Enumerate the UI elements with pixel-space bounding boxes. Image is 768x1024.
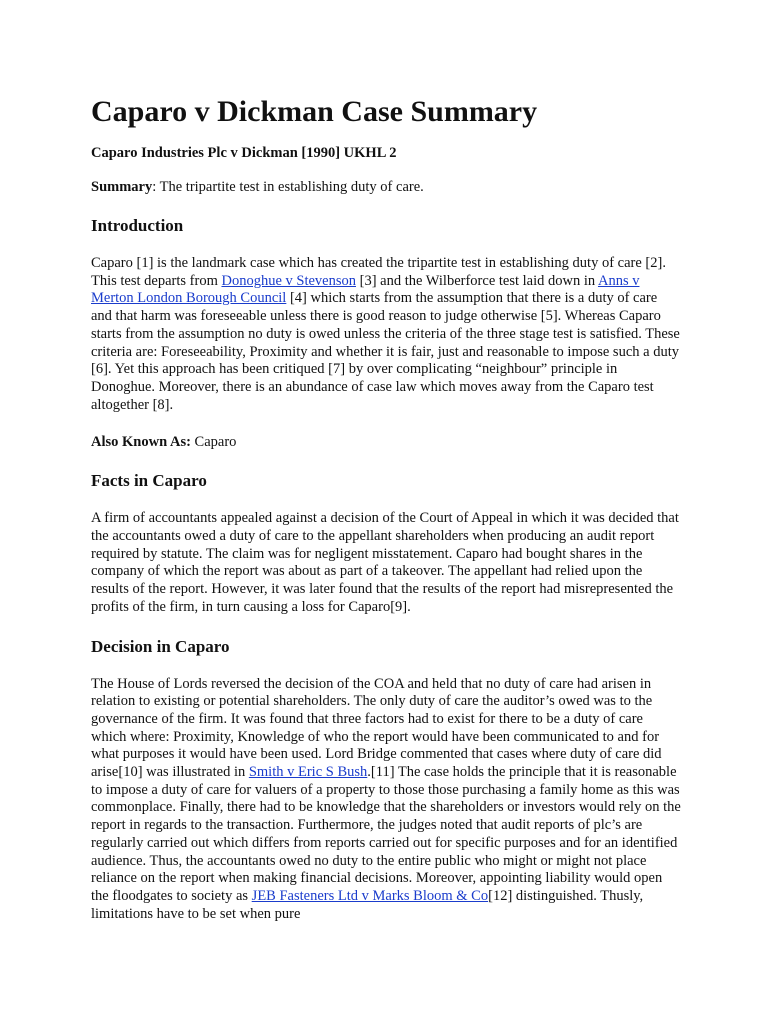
summary-label: Summary (91, 179, 153, 195)
introduction-heading: Introduction (91, 216, 184, 235)
summary-line (91, 178, 681, 196)
also-known-as-line (91, 433, 681, 451)
decision-text-2: .[11] The case holds the principle that it is reasonable to impose a duty of care for valuers of a property to those those purchasing a family home as this was commonplace. Finally, there had to be knowledge that the shareholders or investors would rely on the report in regards to the transaction. Furthermore, the judges noted that audit reports of plc’s are regularly carried out which differs from reports carried out for specific purposes and for an identified audience. Thus, the accountants owed no duty to the entire public who might or might not place reliance on the report when making financial decisions. Moreover, appointing liability would open the floodgates to society as (91, 764, 681, 904)
also-known-as-label: Also Known As: (91, 434, 191, 451)
page-title: Caparo v Dickman Case Summary (91, 95, 538, 128)
jeb-fasteners-link[interactable]: JEB Fasteners Ltd v Marks Bloom & Co (251, 887, 489, 904)
anns-v-merton-link[interactable]: Anns v Merton London Borough Council (91, 272, 640, 307)
facts-paragraph: A firm of accountants appealed against a decision of the Court of Appeal in which it was decided that the accountants owed a duty of care to the appellant shareholders when producing an audit report required by statute. The claim was for negligent misstatement. Caparo had bought shares in the company of which the report was about as part of a takeover. The appellant had relied upon the results of the report. However, it was later found that the results of the report had misrepresented the profits of the firm, in turn causing a loss for Caparo[9]. (91, 510, 679, 615)
facts-heading: Facts in Caparo (91, 471, 207, 491)
decision-paragraph (91, 676, 681, 924)
introduction-text-2: [3] and the Wilberforce test laid down in (356, 272, 598, 289)
case-citation: Caparo Industries Plc v Dickman [1990] UKHL 2 (91, 145, 397, 161)
introduction-text-1: Caparo [1] is the landmark case which has created the tripartite test in establishing duty of care [2]. This test departs from (91, 255, 666, 289)
decision-heading: Decision in Caparo (91, 636, 230, 656)
smith-v-eric-s-bush-link[interactable]: Smith v Eric S Bush (248, 764, 368, 781)
introduction-paragraph (91, 255, 681, 414)
donoghue-v-stevenson-link[interactable]: Donoghue v Stevenson (221, 272, 356, 289)
summary-text: : The tripartite test in establishing duty of care. (152, 179, 424, 195)
introduction-text-3: [4] which starts from the assumption that there is a duty of care and that harm was foreseeable unless there is good reason to judge otherwise [5]. Whereas Caparo starts from the assumption no duty is owed unless the criteria of the three stage test is satisfied. These criteria are: Foreseeability, Proximity and whether it is fair, just and reasonable to impose such a duty [6]. Yet this approach has been critiqued [7] by over complicating “neighbour” principle in Donoghue. Moreover, there is an abundance of case law which moves away from the Caparo test altogether [8]. (91, 290, 680, 413)
also-known-as-value: Caparo (190, 434, 237, 451)
decision-text-1: The House of Lords reversed the decision of the COA and held that no duty of care had arisen in relation to existing or potential shareholders. The only duty of care the auditor’s owed was to the governance of the firm. It was found that three factors had to exist for there to be a duty of care which where: Proximity, Knowledge of who the report would have been communicated to and for what purposes it would have been used. Lord Bridge commented that cases where duty of care did arise[10] was illustrated in (91, 675, 662, 781)
decision-text-3: [12] distinguished. Thusly, limitations have to be set when pure (91, 887, 644, 922)
document-page (91, 92, 681, 942)
